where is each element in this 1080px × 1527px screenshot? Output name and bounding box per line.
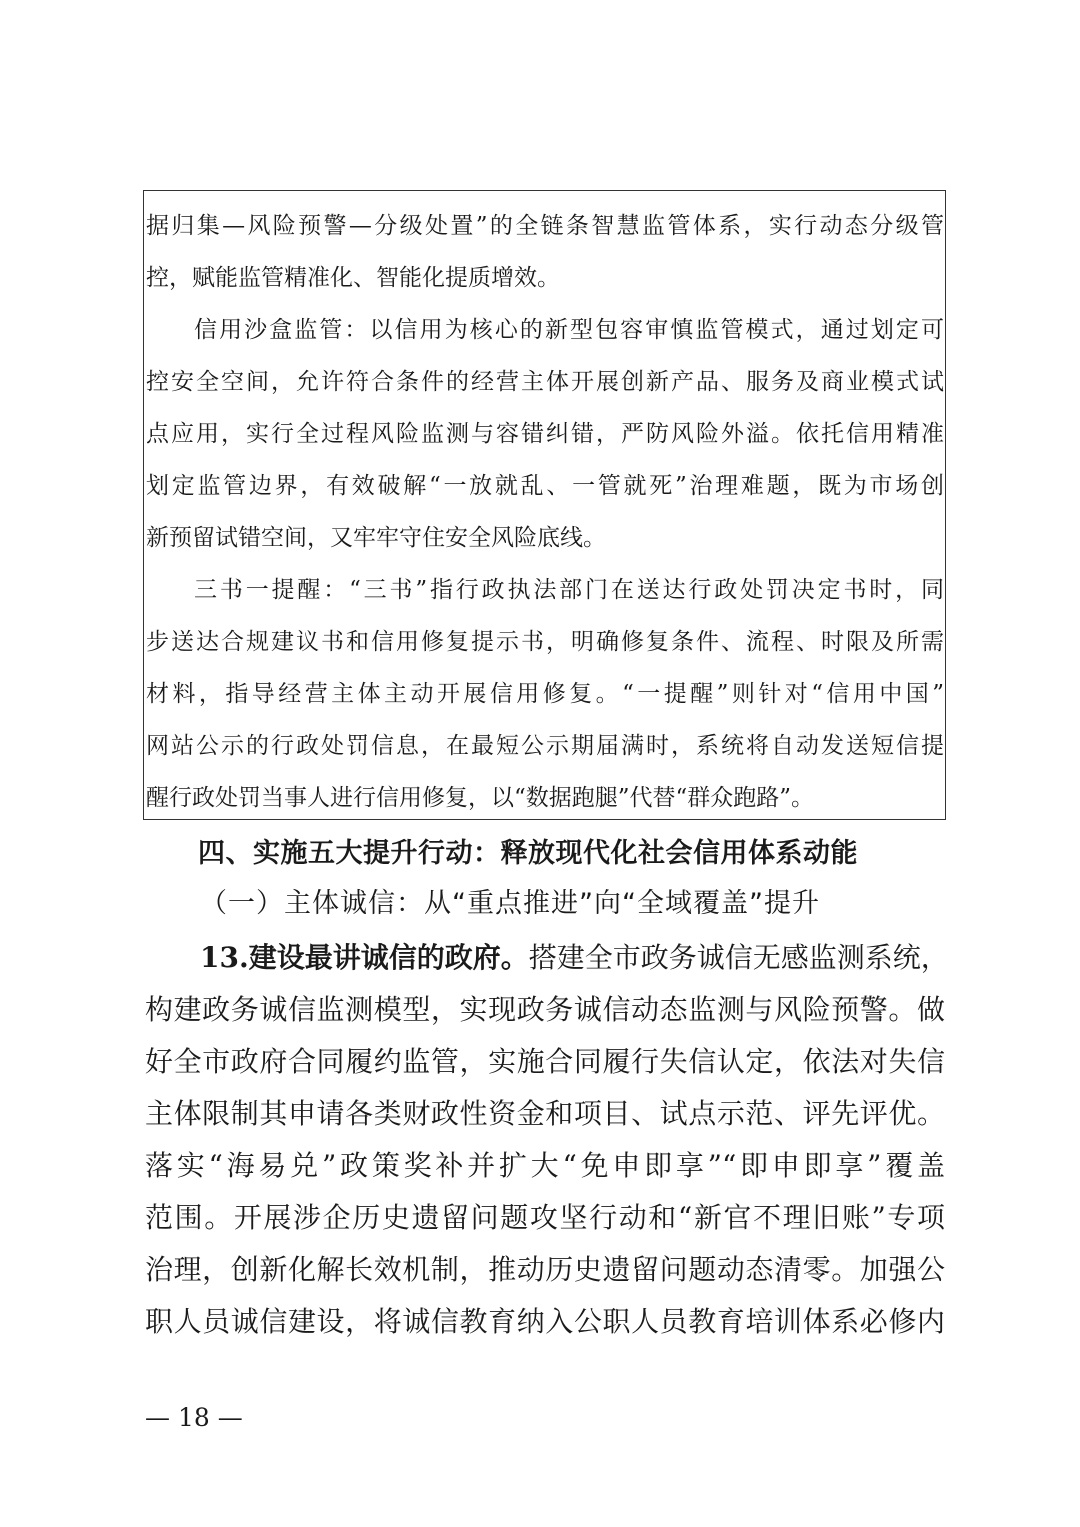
item-text: 搭建全市政务诚信无感监测系统， (528, 941, 949, 974)
paragraph-line: 治理，创新化解长效机制，推动历史遗留问题动态清零。加强公 (145, 1253, 945, 1286)
paragraph-line: 主体限制其申请各类财政性资金和项目、试点示范、评先评优。 (145, 1097, 945, 1130)
page-number: — 18 — (145, 1403, 243, 1432)
box-line: 据归集—风险预警—分级处置”的全链条智慧监管体系，实行动态分级管 (146, 213, 944, 239)
box-line: 点应用，实行全过程风险监测与容错纠错，严防风险外溢。依托信用精准 (146, 421, 944, 447)
paragraph-line: 范围。开展涉企历史遗留问题攻坚行动和“新官不理旧账”专项 (145, 1201, 945, 1234)
box-line: 三书一提醒：“三书”指行政执法部门在送达行政处罚决定书时，同 (194, 577, 944, 603)
paragraph-line: 构建政务诚信监测模型，实现政务诚信动态监测与风险预警。做 (145, 993, 945, 1026)
box-line: 控，赋能监管精准化、智能化提质增效。 (146, 265, 560, 291)
paragraph-line: 职人员诚信建设，将诚信教育纳入公职人员教育培训体系必修内 (145, 1305, 945, 1338)
paragraph-line (200, 938, 949, 978)
definitions-box (143, 190, 946, 820)
paragraph-line: 落实“海易兑”政策奖补并扩大“免申即享”“即申即享”覆盖 (145, 1149, 945, 1182)
paragraph-line: 好全市政府合同履约监管，实施合同履行失信认定，依法对失信 (145, 1045, 945, 1078)
box-line: 步送达合规建议书和信用修复提示书，明确修复条件、流程、时限及所需 (146, 629, 944, 655)
box-line: 网站公示的行政处罚信息，在最短公示期届满时，系统将自动发送短信提 (146, 733, 944, 759)
section-heading: 四、实施五大提升行动：释放现代化社会信用体系动能 (198, 838, 858, 869)
box-line: 醒行政处罚当事人进行信用修复，以“数据跑腿”代替“群众跑路”。 (146, 785, 815, 811)
box-line: 新预留试错空间，又牢牢守住安全风险底线。 (146, 525, 606, 551)
section-subheading: （一）主体诚信：从“重点推进”向“全域覆盖”提升 (200, 888, 820, 919)
box-line: 划定监管边界，有效破解“一放就乱、一管就死”治理难题，既为市场创 (146, 473, 944, 499)
box-line: 材料，指导经营主体主动开展信用修复。“一提醒”则针对“信用中国” (146, 681, 944, 707)
box-line: 控安全空间，允许符合条件的经营主体开展创新产品、服务及商业模式试 (146, 369, 944, 395)
box-line: 信用沙盒监管：以信用为核心的新型包容审慎监管模式，通过划定可 (194, 317, 944, 343)
item-title: 13.建设最讲诚信的政府。 (200, 941, 529, 974)
